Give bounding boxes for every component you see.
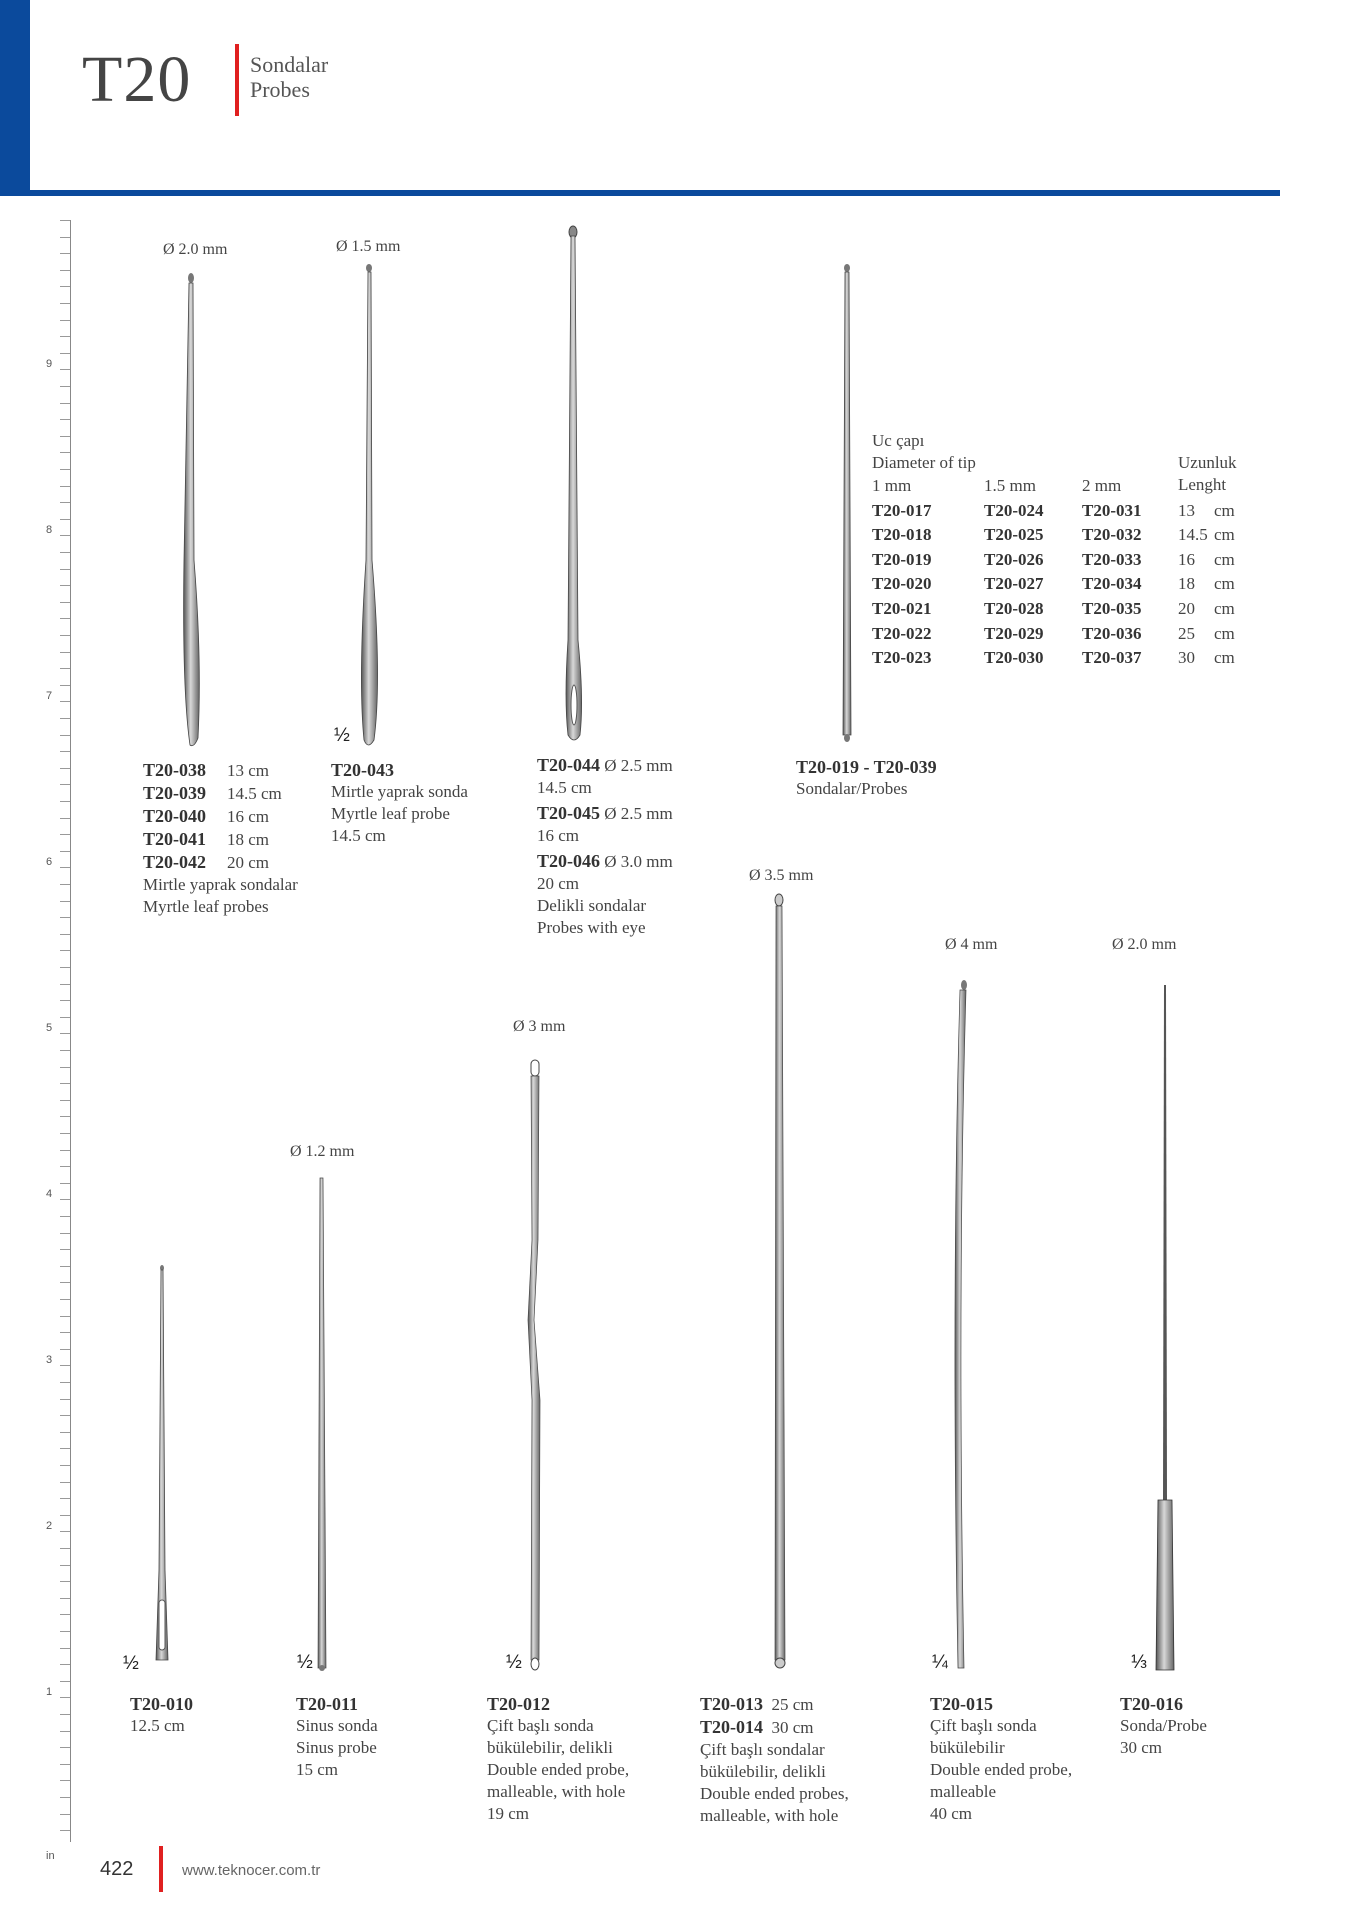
length-label-tr: Uzunluk [1178,453,1237,472]
diameter-label: Ø 2.0 mm [163,241,228,258]
desc-tr: bükülebilir, delikli [487,1738,613,1757]
product-code: T20-012 [487,1694,550,1714]
product-code: T20-019 - T20-039 [796,757,937,777]
table-cell: 13 [1178,500,1195,520]
table-row [872,499,1244,524]
table-cell: cm [1214,623,1235,643]
table-cell: T20-020 [872,574,932,594]
table-row [872,597,1244,622]
table-cell: T20-018 [872,525,932,545]
product-code: T20-010 [130,1694,193,1714]
product-size: 19 cm [487,1804,530,1823]
diameter-label: Ø 2.5 mm [604,756,673,775]
product-code: T20-046 [537,851,600,871]
product-size: 13 cm [227,761,270,780]
product-size: 20 cm [537,874,580,893]
product-row [537,754,673,777]
page-number: 422 [100,1858,134,1880]
product-code: T20-044 [537,755,600,775]
product-size: 15 cm [296,1760,339,1779]
ruler-number: 4 [46,1188,53,1200]
table-row [872,572,1244,597]
probe-013-block [700,1693,849,1827]
table-cell: cm [1214,574,1235,594]
table-cell: T20-024 [984,500,1044,520]
ruler-number: 5 [46,1022,53,1034]
diameter-label: Ø 1.5 mm [336,238,401,255]
table-row [872,548,1244,573]
table-cell: T20-019 [872,549,932,569]
range-block [796,756,937,800]
desc-en: Myrtle leaf probe [331,804,450,823]
table-cell: cm [1214,598,1235,618]
table-cell: T20-022 [872,623,932,643]
title-tr: Sondalar [250,52,329,77]
diameter-label: Ø 3.0 mm [604,852,673,871]
desc-en: Sinus probe [296,1738,377,1757]
product-code: T20-013 [700,1694,763,1714]
table-cell: T20-021 [872,598,932,618]
table-cell: T20-036 [1082,623,1142,643]
product-code: T20-011 [296,1694,359,1714]
table-cell: T20-023 [872,648,932,668]
table-cell: T20-037 [1082,648,1142,668]
probe-016-block [1120,1693,1207,1759]
desc-tr: bükülebilir, delikli [700,1762,826,1781]
product-size: 14.5 cm [227,784,282,803]
ruler-number: 2 [46,1520,53,1532]
desc: Sonda/Probe [1120,1716,1207,1735]
table-cell: T20-035 [1082,598,1142,618]
footer-divider [159,1846,163,1892]
desc-tr: Sinus sonda [296,1716,378,1735]
product-size: 40 cm [930,1804,973,1823]
column-header: 1.5 mm [984,476,1036,495]
product-code: T20-016 [1120,1694,1183,1714]
ruler-number: 3 [46,1354,53,1366]
ruler-number: 9 [46,358,53,370]
table-cell: 18 [1178,574,1195,594]
product-row [700,1716,849,1739]
product-size: 12.5 cm [130,1716,185,1735]
straight-probe-image [843,264,851,742]
table-cell: T20-029 [984,623,1044,643]
desc-en: malleable, with hole [700,1806,839,1825]
ruler-number: 7 [46,690,53,702]
desc-en: malleable, with hole [487,1782,626,1801]
product-row [143,782,298,805]
scale-label: ⅓ [1131,1652,1146,1673]
product-size: 18 cm [227,830,270,849]
probe-016-image [1156,985,1174,1670]
table-header [872,474,1244,499]
product-size: 20 cm [227,853,270,872]
probe-012-block [487,1693,629,1825]
table-cell: T20-028 [984,598,1044,618]
probe-012-image [528,1060,540,1670]
table-cell: cm [1214,549,1235,569]
probe-015-image [955,980,967,1668]
product-size: 14.5 cm [537,778,592,797]
probe-011-block [296,1693,378,1781]
product-code: T20-042 [143,852,206,872]
product-code: T20-015 [930,1694,993,1714]
table-cell: cm [1214,500,1235,520]
website-link[interactable]: www.teknocer.com.tr [182,1862,321,1879]
product-size: 25 cm [771,1695,814,1714]
product-code: T20-040 [143,806,206,826]
desc-tr: Çift başlı sonda [487,1716,594,1735]
table-cell: 20 [1178,598,1195,618]
size-table [872,474,1244,671]
diameter-label: Ø 1.2 mm [290,1143,355,1160]
desc-tr: Mirtle yaprak sonda [331,782,468,801]
product-code: T20-045 [537,803,600,823]
product-row [143,759,298,782]
product-code: T20-043 [331,760,394,780]
desc: Sondalar/Probes [796,779,908,798]
diameter-label: Ø 4 mm [945,936,998,953]
desc-tr: bükülebilir [930,1738,1005,1757]
title-en: Probes [250,77,310,102]
desc-en: Probes with eye [537,918,646,937]
product-code: T20-014 [700,1717,763,1737]
table-cell: T20-026 [984,549,1044,569]
product-code: T20-038 [143,760,206,780]
ruler-number: 1 [46,1686,53,1698]
probe-011-image [318,1178,326,1671]
table-cell: T20-027 [984,574,1044,594]
product-row [143,828,298,851]
product-code: T20-041 [143,829,206,849]
column-header: 1 mm [872,476,912,495]
diameter-label: Ø 3.5 mm [749,867,814,884]
table-row [872,622,1244,647]
scale-label: ½ [334,725,349,746]
table-cell: 14.5 [1178,525,1208,545]
table-cell: T20-030 [984,648,1044,668]
table-cell: T20-034 [1082,574,1142,594]
product-row [700,1693,849,1716]
scale-label: ½ [123,1653,138,1674]
myrtle-set-block [143,759,298,918]
diameter-label: Ø 2.5 mm [604,804,673,823]
desc-en: Myrtle leaf probes [143,897,269,916]
table-cell: 25 [1178,623,1195,643]
desc-tr: Delikli sondalar [537,896,647,915]
product-row [537,802,673,825]
product-row [143,805,298,828]
ruler-unit: in [46,1850,55,1862]
tip-label-tr: Uc çapı [872,431,925,450]
desc-en: Double ended probes, [700,1784,849,1803]
desc-en: Double ended probe, [930,1760,1073,1779]
product-row [537,850,673,873]
scale-label: ½ [506,1652,521,1673]
length-label-en: Lenght [1178,475,1227,494]
ruler-number: 8 [46,524,53,536]
product-code: T20-039 [143,783,206,803]
section-code: T20 [82,43,192,116]
diameter-label: Ø 2.0 mm [1112,936,1177,953]
eye-probes-block [537,754,673,939]
table-cell: 16 [1178,549,1195,569]
myrtle-probe-image [361,264,377,745]
table-cell: cm [1214,648,1235,668]
table-cell: T20-017 [872,500,932,520]
table-cell: 30 [1178,648,1195,668]
scale-label: ¼ [932,1652,947,1673]
table-cell: T20-031 [1082,500,1142,520]
table-cell: T20-025 [984,525,1044,545]
product-size: 30 cm [1120,1738,1163,1757]
desc-tr: Çift başlı sondalar [700,1740,825,1759]
desc-tr: Çift başlı sonda [930,1716,1037,1735]
product-row [143,851,298,874]
probe-010-image [156,1265,168,1660]
probe-013-image [775,894,785,1668]
product-size: 14.5 cm [331,826,386,845]
scale-label: ½ [297,1652,312,1673]
product-size: 16 cm [537,826,580,845]
myrtle-single-block [331,759,468,847]
column-header: 2 mm [1082,476,1122,495]
table-row [872,523,1244,548]
product-size: 30 cm [771,1718,814,1737]
product-size: 16 cm [227,807,270,826]
probe-015-block [930,1693,1072,1825]
tip-label-en: Diameter of tip [872,453,976,472]
table-row [872,646,1244,671]
probe-010-block [130,1693,193,1737]
table-cell: cm [1214,525,1235,545]
desc-tr: Mirtle yaprak sondalar [143,875,298,894]
desc-en: Double ended probe, [487,1760,630,1779]
ruler-number: 6 [46,856,53,868]
diameter-label: Ø 3 mm [513,1018,566,1035]
desc-en: malleable [930,1782,997,1801]
myrtle-probe-set-image [184,273,200,746]
table-cell: T20-032 [1082,525,1142,545]
table-cell: T20-033 [1082,549,1142,569]
eye-probe-image [566,226,582,740]
